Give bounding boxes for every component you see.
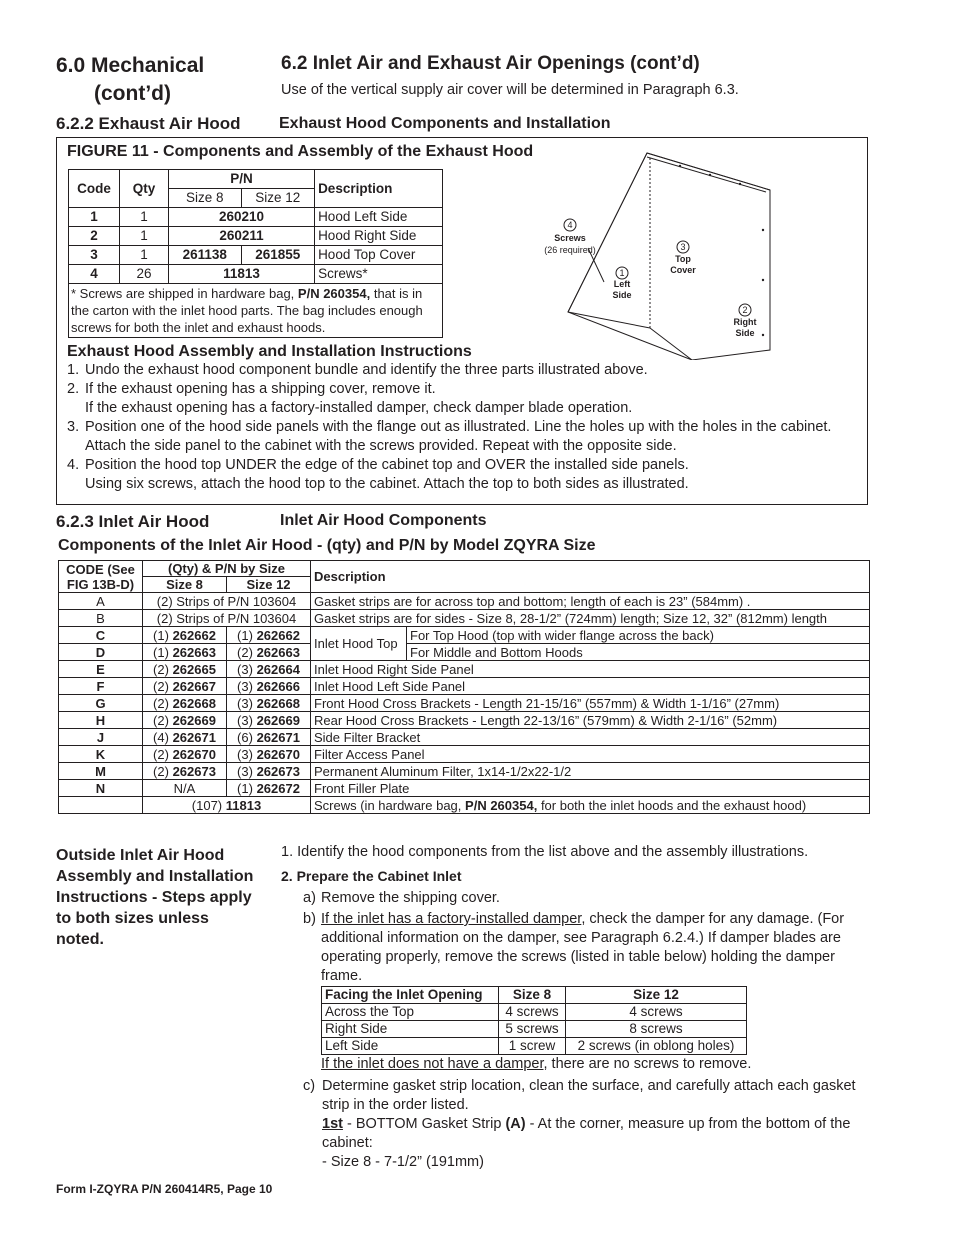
exhaust-steps	[67, 361, 847, 494]
exhaust-heading: 6.2.2 Exhaust Air Hood	[56, 114, 241, 133]
cell-code: 3	[69, 246, 120, 265]
step-2b: b) If the inlet has a factory-installed damper, check the damper for any damage. (For additional information on the damper, see Paragraph 6.2.4.) If damper blades are operating properly, remove the screws (listed in table below) holding the damper frame.	[303, 911, 845, 984]
no-damper-note: If the inlet does not have a damper, there are no screws to remove.	[321, 1056, 752, 1072]
note-text-rest: that is in the carton with the inlet hood parts. The bag includes enough screws for both the inlet and exhaust hoods.	[71, 286, 423, 335]
exhaust-subheading: Exhaust Hood Components and Installation	[279, 115, 611, 132]
table-row: A (2) Strips of P/N 103604 Gasket strips are for across top and bottom; length of each is 23” (584mm) .	[59, 593, 870, 610]
col-facing: Facing the Inlet Opening	[322, 987, 499, 1004]
subsection-title: 6.2 Inlet Air and Exhaust Air Openings (cont’d)	[281, 53, 700, 74]
table-row: B (2) Strips of P/N 103604 Gasket strips are for sides - Size 8, 28-1/2” (724mm) length; Size 12, 32” (812mm) length	[59, 610, 870, 627]
col-qty: Qty	[120, 170, 169, 208]
list-item: 3. Position one of the hood side panels with the flange out as illustrated. Line the holes up with the holes in the cabinet. Attach the side panel to the cabinet with the screws provided. Repeat with the opposite side.	[67, 419, 832, 454]
inlet-heading: 6.2.3 Inlet Air Hood	[56, 512, 210, 531]
callout-2-label: Right	[733, 317, 757, 327]
table-row: F (2) 262667 (3) 262666 Inlet Hood Left Side Panel	[59, 678, 870, 695]
step-2a: a) Remove the shipping cover.	[303, 890, 500, 906]
col-pn: P/N	[169, 170, 315, 189]
step-2: 2. Prepare the Cabinet Inlet	[281, 868, 462, 884]
col-qtypn: (Qty) & P/N by Size Size 8 Size 12	[143, 561, 311, 593]
cell-qty: 1	[120, 208, 169, 227]
page-footer: Form I-ZQYRA P/N 260414R5, Page 10	[56, 1182, 273, 1196]
callout-1-num: 1	[619, 268, 625, 278]
callout-4-sub: (26 required)	[544, 245, 596, 255]
col-code: CODE (See FIG 13B-D)	[59, 561, 143, 593]
col-size12: Size 12	[241, 189, 315, 208]
col-size12: Size 12	[566, 987, 747, 1004]
col-desc: Description	[315, 170, 443, 208]
callout-4-label: Screws	[554, 233, 586, 243]
figure-title: FIGURE 11 - Components and Assembly of the Exhaust Hood	[67, 143, 534, 160]
table-row	[69, 265, 443, 284]
cell-code: 4	[69, 265, 120, 284]
inlet-table-title: Components of the Inlet Air Hood - (qty) and P/N by Model ZQYRA Size	[58, 537, 596, 554]
table-row: D (1) 262663 (2) 262663 For Middle and Bottom Hoods	[59, 644, 870, 661]
note-text: * Screws are shipped in hardware bag,	[71, 286, 295, 301]
inlet-components-table	[58, 560, 870, 814]
cell-desc: Screws*	[315, 265, 443, 284]
col-size8: Size 8	[169, 189, 242, 208]
section-title: 6.0 Mechanical (cont’d)	[56, 54, 205, 105]
list-item: 1. Undo the exhaust hood component bundle and identify the three parts illustrated above.	[67, 362, 648, 378]
table-row: Right Side 5 screws 8 screws	[322, 1021, 747, 1038]
callout-3-label: Top	[675, 254, 691, 264]
callout-1-sub: Side	[612, 290, 632, 300]
outside-instructions-title: Outside Inlet Air Hood Assembly and Installation Instructions - Steps apply to both sizes unless noted.	[56, 847, 254, 948]
cell-desc: Hood Right Side	[315, 227, 443, 246]
table-row: E (2) 262665 (3) 262664 Inlet Hood Right Side Panel	[59, 661, 870, 678]
inlet-subheading: Inlet Air Hood Components	[280, 512, 487, 529]
cell-pn-size12: 261855	[241, 246, 315, 265]
table-row	[69, 246, 443, 265]
table-row: N N/A (1) 262672 Front Filler Plate	[59, 780, 870, 797]
inlet-instructions	[281, 843, 871, 986]
table-row: J (4) 262671 (6) 262671 Side Filter Bracket	[59, 729, 870, 746]
callout-2-sub: Side	[735, 328, 755, 338]
callout-1-label: Left	[613, 279, 631, 289]
list-item: 2. If the exhaust opening has a shipping cover, remove it. If the exhaust opening has a factory-installed damper, check damper blade operation.	[67, 381, 633, 416]
cell-qty: 1	[120, 227, 169, 246]
callout-4-num: 4	[567, 220, 573, 230]
callout-3-sub: Cover	[670, 265, 696, 275]
cell-desc: Hood Left Side	[315, 208, 443, 227]
table-note	[69, 284, 443, 338]
table-row: C (1) 262662 (1) 262662 Inlet Hood Top For Top Hood (top with wider flange across the back)	[59, 627, 870, 644]
callout-3-num: 3	[680, 242, 686, 252]
table-row: K (2) 262670 (3) 262670 Filter Access Panel	[59, 746, 870, 763]
cell-pn: 260210	[169, 208, 315, 227]
step-1: 1. Identify the hood components from the list above and the assembly illustrations.	[281, 844, 809, 860]
note-pn: P/N 260354,	[297, 286, 371, 301]
table-row: Left Side 1 screw 2 screws (in oblong holes)	[322, 1038, 747, 1055]
table-row	[69, 208, 443, 227]
table-row	[69, 227, 443, 246]
cell-qty: 26	[120, 265, 169, 284]
cell-pn: 11813	[169, 265, 315, 284]
inlet-hood-top-label: Inlet Hood Top	[311, 627, 407, 661]
list-item: 4. Position the hood top UNDER the edge of the cabinet top and OVER the installed side panels. Using six screws, attach the hood top to the cabinet. Attach the top to both sides as illustrated.	[67, 457, 689, 492]
exhaust-hood-diagram	[530, 150, 790, 360]
table-row: G (2) 262668 (3) 262668 Front Hood Cross Brackets - Length 21-15/16” (557mm) & Width 1-1/16” (27mm)	[59, 695, 870, 712]
table-row: H (2) 262669 (3) 262669 Rear Hood Cross Brackets - Length 22-13/16” (579mm) & Width 2-1/16” (52mm)	[59, 712, 870, 729]
col-desc: Description	[311, 561, 870, 593]
table-row: M (2) 262673 (3) 262673 Permanent Aluminum Filter, 1x14-1/2x22-1/2	[59, 763, 870, 780]
instructions-title: Exhaust Hood Assembly and Installation Instructions	[67, 343, 472, 360]
col-size8: Size 8	[499, 987, 566, 1004]
exhaust-components-table	[68, 169, 443, 338]
cell-pn-size8: 261138	[169, 246, 242, 265]
cell-code: 2	[69, 227, 120, 246]
cell-desc: Hood Top Cover	[315, 246, 443, 265]
cell-code: 1	[69, 208, 120, 227]
table-row: (107) 11813 Screws (in hardware bag, P/N 260354, for both the inlet hoods and the exhaust hood)	[59, 797, 870, 814]
cell-qty: 1	[120, 246, 169, 265]
col-code: Code	[69, 170, 120, 208]
callout-2-num: 2	[742, 305, 748, 315]
damper-screw-table	[321, 986, 747, 1055]
cell-pn: 260211	[169, 227, 315, 246]
table-row: Across the Top 4 screws 4 screws	[322, 1004, 747, 1021]
step-2c: c) Determine gasket strip location, clean the surface, and carefully attach each gasket strip in the order listed. 1st - BOTTOM Gasket Strip (A) - At the corner, measure up from the bottom of the cabinet: - Size 8 - 7-1/2” (191mm)	[303, 1078, 856, 1170]
subsection-intro: Use of the vertical supply air cover will be determined in Paragraph 6.3.	[281, 82, 739, 98]
